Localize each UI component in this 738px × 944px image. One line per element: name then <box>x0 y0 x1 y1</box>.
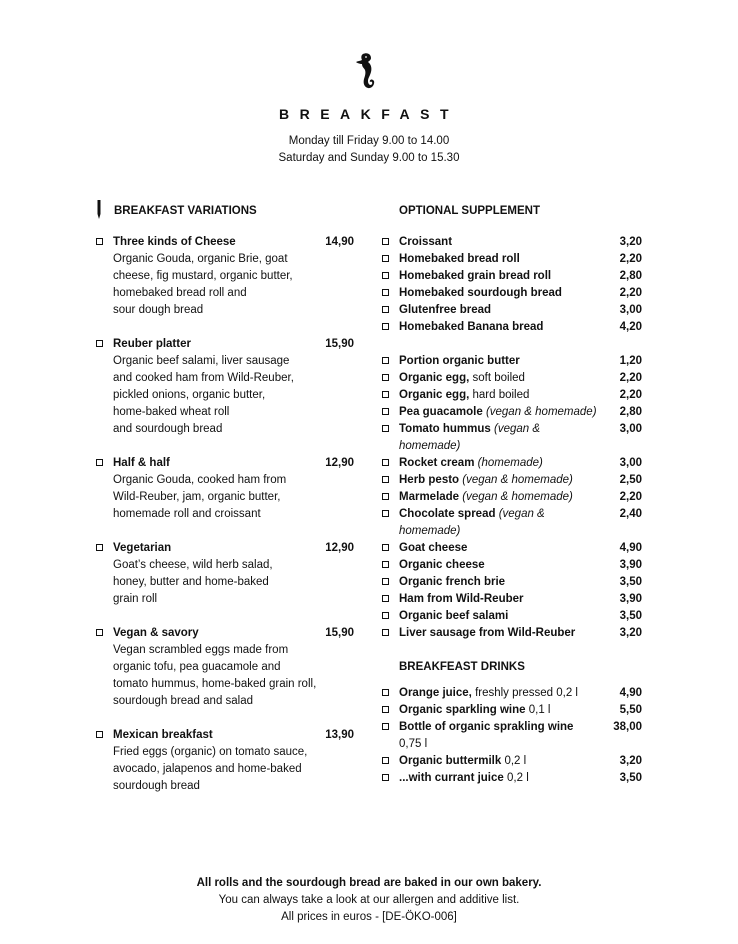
supplement-price: 2,80 <box>619 270 642 282</box>
supplement-name-line <box>399 506 644 540</box>
supplement-item <box>382 770 644 787</box>
supplement-price: 2,40 <box>619 508 642 520</box>
supplement-price: 3,20 <box>619 236 642 248</box>
checkbox[interactable] <box>382 544 389 551</box>
checkbox[interactable] <box>382 493 389 500</box>
supplement-price: 38,00 <box>613 721 642 733</box>
supplement-note: soft boiled <box>472 372 525 384</box>
supplement-item <box>382 421 644 455</box>
checkbox[interactable] <box>382 723 389 730</box>
checkbox[interactable] <box>382 255 389 262</box>
checkbox[interactable] <box>382 706 389 713</box>
menu-item <box>96 625 358 710</box>
checkbox[interactable] <box>382 238 389 245</box>
supplement-note: (vegan & homemade) <box>462 474 573 486</box>
supplement-name: Croissant <box>399 236 453 248</box>
supplement-price: 2,20 <box>619 253 642 265</box>
supplement-item <box>382 234 644 251</box>
supplement-name: ...with currant juice <box>399 772 504 784</box>
checkbox[interactable] <box>382 595 389 602</box>
menu-item-description: Fried eggs (organic) on tomato sauce, <box>113 746 308 758</box>
supplement-note: hard boiled <box>472 389 530 401</box>
supplement-name-line <box>399 387 644 404</box>
supplement-name-line <box>399 472 644 489</box>
supplement-price: 3,50 <box>619 610 642 622</box>
supplement-price: 3,50 <box>619 576 642 588</box>
menu-item-description: Organic Gouda, cooked ham from <box>113 474 287 486</box>
supplement-price: 4,90 <box>619 542 642 554</box>
hours-weekend: Saturday and Sunday 9.00 to 15.30 <box>278 152 460 164</box>
supplement-name-line <box>399 685 644 702</box>
checkbox[interactable] <box>382 612 389 619</box>
supplement-name: Organic egg, <box>399 372 470 384</box>
supplement-price: 4,90 <box>619 687 642 699</box>
supplement-name: Organic beef salami <box>399 610 509 622</box>
checkbox[interactable] <box>382 578 389 585</box>
menu-item-name-line <box>113 234 358 251</box>
menu-item-name: Mexican breakfast <box>113 729 213 741</box>
checkbox[interactable] <box>382 391 389 398</box>
menu-item <box>96 455 358 523</box>
supplement-name-line <box>399 702 644 719</box>
supplement-price: 1,20 <box>619 355 642 367</box>
hours-weekday: Monday till Friday 9.00 to 14.00 <box>288 135 450 147</box>
section-heading-label: BREAKFAST VARIATIONS <box>114 205 257 217</box>
page-title: BREAKFAST <box>278 106 460 122</box>
supplement-note: 0,1 l <box>528 704 551 716</box>
supplement-name-line <box>399 455 644 472</box>
supplement-name: Homebaked grain bread roll <box>399 270 552 282</box>
supplement-price: 3,90 <box>619 593 642 605</box>
menu-item-description: tomato hummus, home-baked grain roll, <box>113 678 317 690</box>
menu-item-name: Reuber platter <box>113 338 191 350</box>
supplement-item <box>382 285 644 302</box>
menu-item-name-line <box>113 455 358 472</box>
supplement-name: Homebaked sourdough bread <box>399 287 562 299</box>
supplement-note: 0,2 l <box>507 772 529 784</box>
supplement-name: Rocket cream <box>399 457 475 469</box>
checkbox[interactable] <box>382 510 389 517</box>
supplement-item <box>382 625 644 642</box>
supplement-note: (vegan & homemade) <box>399 423 541 452</box>
supplement-name: Organic cheese <box>399 559 485 571</box>
supplement-name-line <box>399 268 644 285</box>
supplement-name-line <box>399 285 644 302</box>
supplement-price: 3,00 <box>619 423 642 435</box>
checkbox[interactable] <box>382 774 389 781</box>
footer-allergen-note: You can always take a look at our allergen and additive list. <box>218 894 520 906</box>
supplement-item <box>382 574 644 591</box>
checkbox[interactable] <box>382 459 389 466</box>
supplement-item <box>382 268 644 285</box>
supplement-name: Glutenfree bread <box>399 304 492 316</box>
checkbox[interactable] <box>96 459 103 466</box>
section-heading: OPTIONAL SUPPLEMENT <box>399 205 540 217</box>
supplement-item <box>382 719 644 753</box>
checkbox[interactable] <box>382 689 389 696</box>
menu-item-price: 12,90 <box>325 542 354 554</box>
menu-item-description: Organic beef salami, liver sausage <box>113 355 290 367</box>
menu-item-description: sourdough bread and salad <box>113 695 254 707</box>
footer-price-note: All prices in euros - [DE-ÖKO-006] <box>281 911 457 923</box>
supplement-name: Chocolate spread <box>399 508 496 520</box>
checkbox[interactable] <box>382 374 389 381</box>
supplement-price: 2,20 <box>619 389 642 401</box>
supplement-price: 2,20 <box>619 287 642 299</box>
supplement-item <box>382 353 644 370</box>
supplement-name-line <box>399 753 644 770</box>
supplement-name: Organic buttermilk <box>399 755 502 767</box>
checkbox[interactable] <box>382 408 389 415</box>
supplement-item <box>382 540 644 557</box>
supplement-price: 4,20 <box>619 321 642 333</box>
supplement-name: Bottle of organic sprakling wine <box>399 721 574 733</box>
checkbox[interactable] <box>382 289 389 296</box>
menu-item-price: 15,90 <box>325 627 354 639</box>
supplement-name-line <box>399 540 644 557</box>
supplement-note: (vegan & homemade) <box>399 508 545 537</box>
supplement-price: 2,20 <box>619 491 642 503</box>
supplement-price: 5,50 <box>619 704 642 716</box>
supplement-item <box>382 387 644 404</box>
menu-item <box>96 727 358 795</box>
supplement-name-line <box>399 370 644 387</box>
supplement-name-line <box>399 489 644 506</box>
menu-item-description: and cooked ham from Wild-Reuber, <box>113 372 294 384</box>
supplement-name-line <box>399 625 644 642</box>
supplement-item <box>382 608 644 625</box>
supplement-price: 3,20 <box>619 627 642 639</box>
supplement-name: Liver sausage from Wild-Reuber <box>399 627 576 639</box>
breakfast-variations-column <box>96 203 358 812</box>
checkbox[interactable] <box>382 323 389 330</box>
supplement-price: 2,80 <box>619 406 642 418</box>
supplement-price: 3,00 <box>619 457 642 469</box>
menu-item <box>96 336 358 438</box>
checkbox[interactable] <box>96 340 103 347</box>
supplement-name-line <box>399 404 644 421</box>
supplement-item <box>382 455 644 472</box>
menu-item-description: cheese, fig mustard, organic butter, <box>113 270 293 282</box>
menu-item-name: Three kinds of Cheese <box>113 236 236 248</box>
menu-item-name-line <box>113 336 358 353</box>
checkbox[interactable] <box>382 425 389 432</box>
supplement-note: freshly pressed 0,2 l <box>475 687 578 699</box>
footer <box>0 875 738 926</box>
checkbox[interactable] <box>382 272 389 279</box>
supplement-item <box>382 251 644 268</box>
supplement-name-line <box>399 251 644 268</box>
checkbox[interactable] <box>382 357 389 364</box>
menu-item-description: home-baked wheat roll <box>113 406 230 418</box>
supplement-name-line <box>399 234 644 251</box>
supplement-name-line <box>399 302 644 319</box>
menu-item-description: Vegan scrambled eggs made from <box>113 644 289 656</box>
checkbox[interactable] <box>382 306 389 313</box>
menu-item-description: pickled onions, organic butter, <box>113 389 266 401</box>
supplement-price: 2,50 <box>619 474 642 486</box>
supplement-name: Homebaked bread roll <box>399 253 520 265</box>
supplement-item <box>382 685 644 702</box>
menu-item-name-line <box>113 540 358 557</box>
supplement-name: Herb pesto <box>399 474 460 486</box>
supplement-note: 0,2 l <box>504 755 527 767</box>
supplement-price: 3,90 <box>619 559 642 571</box>
supplement-item <box>382 404 644 421</box>
checkbox[interactable] <box>96 544 103 551</box>
supplement-name-line <box>399 574 644 591</box>
checkbox[interactable] <box>96 238 103 245</box>
checkbox[interactable] <box>382 561 389 568</box>
supplement-name: Tomato hummus <box>399 423 491 435</box>
supplement-name-line <box>399 319 644 336</box>
supplement-price: 3,00 <box>619 304 642 316</box>
menu-item-name-line <box>113 727 358 744</box>
supplement-name-line <box>399 557 644 574</box>
supplement-item <box>382 702 644 719</box>
supplement-item <box>382 370 644 387</box>
supplement-name-line <box>399 608 644 625</box>
section-heading <box>96 203 358 220</box>
supplement-column <box>382 203 644 787</box>
pencil-icon <box>96 200 102 220</box>
supplement-item <box>382 591 644 608</box>
checkbox[interactable] <box>96 629 103 636</box>
menu-item-name: Vegan & savory <box>113 627 199 639</box>
menu-item-name: Half & half <box>113 457 170 469</box>
supplement-volume: 0,75 l <box>399 738 428 750</box>
supplement-item <box>382 489 644 506</box>
supplement-name-line <box>399 770 644 787</box>
supplement-name: Ham from Wild-Reuber <box>399 593 524 605</box>
supplement-name: Pea guacamole <box>399 406 483 418</box>
supplement-item <box>382 506 644 540</box>
checkbox[interactable] <box>382 629 389 636</box>
menu-item-description: avocado, jalapenos and home-baked <box>113 763 302 775</box>
supplement-note: (vegan & homemade) <box>462 491 573 503</box>
menu-item <box>96 540 358 608</box>
menu-item-description: organic tofu, pea guacamole and <box>113 661 281 673</box>
menu-item-description: sour dough bread <box>113 304 204 316</box>
supplement-price: 2,20 <box>619 372 642 384</box>
checkbox[interactable] <box>96 731 103 738</box>
supplement-name: Marmelade <box>399 491 460 503</box>
menu-item-name: Vegetarian <box>113 542 172 554</box>
seahorse-logo-icon <box>354 52 378 92</box>
supplement-price: 3,50 <box>619 772 642 784</box>
menu-item-description: grain roll <box>113 593 158 605</box>
supplement-name: Organic egg, <box>399 389 470 401</box>
supplement-name: Organic sparkling wine <box>399 704 526 716</box>
supplement-item <box>382 319 644 336</box>
menu-item-price: 12,90 <box>325 457 354 469</box>
supplement-item <box>382 472 644 489</box>
checkbox[interactable] <box>382 476 389 483</box>
drinks-heading: BREAKFEAST DRINKS <box>399 661 525 673</box>
menu-item-name-line <box>113 625 358 642</box>
menu-item-description: homemade roll and croissant <box>113 508 261 520</box>
menu-item-description: Goat’s cheese, wild herb salad, <box>113 559 273 571</box>
menu-item-price: 13,90 <box>325 729 354 741</box>
supplement-name: Orange juice, <box>399 687 472 699</box>
menu-item-description: Wild-Reuber, jam, organic butter, <box>113 491 281 503</box>
menu-item-description: homebaked bread roll and <box>113 287 247 299</box>
supplement-item <box>382 557 644 574</box>
supplement-name-line <box>399 353 644 370</box>
supplement-name: Organic french brie <box>399 576 506 588</box>
supplement-name-line <box>399 719 644 736</box>
opening-hours <box>0 133 738 167</box>
menu-item-description: sourdough bread <box>113 780 200 792</box>
supplement-note: (vegan & homemade) <box>485 406 597 418</box>
supplement-name-line <box>399 591 644 608</box>
menu-item <box>96 234 358 319</box>
supplement-item <box>382 302 644 319</box>
supplement-note: (homemade) <box>477 457 543 469</box>
menu-item-description: and sourdough bread <box>113 423 223 435</box>
menu-item-price: 15,90 <box>325 338 354 350</box>
checkbox[interactable] <box>382 757 389 764</box>
supplement-name: Homebaked Banana bread <box>399 321 544 333</box>
supplement-item <box>382 753 644 770</box>
menu-item-price: 14,90 <box>325 236 354 248</box>
supplement-name: Goat cheese <box>399 542 468 554</box>
footer-bakery-note: All rolls and the sourdough bread are baked in our own bakery. <box>196 877 542 889</box>
supplement-price: 3,20 <box>619 755 642 767</box>
menu-item-description: honey, butter and home-baked <box>113 576 269 588</box>
supplement-name-line <box>399 421 644 455</box>
menu-item-description: Organic Gouda, organic Brie, goat <box>113 253 288 265</box>
supplement-name: Portion organic butter <box>399 355 520 367</box>
